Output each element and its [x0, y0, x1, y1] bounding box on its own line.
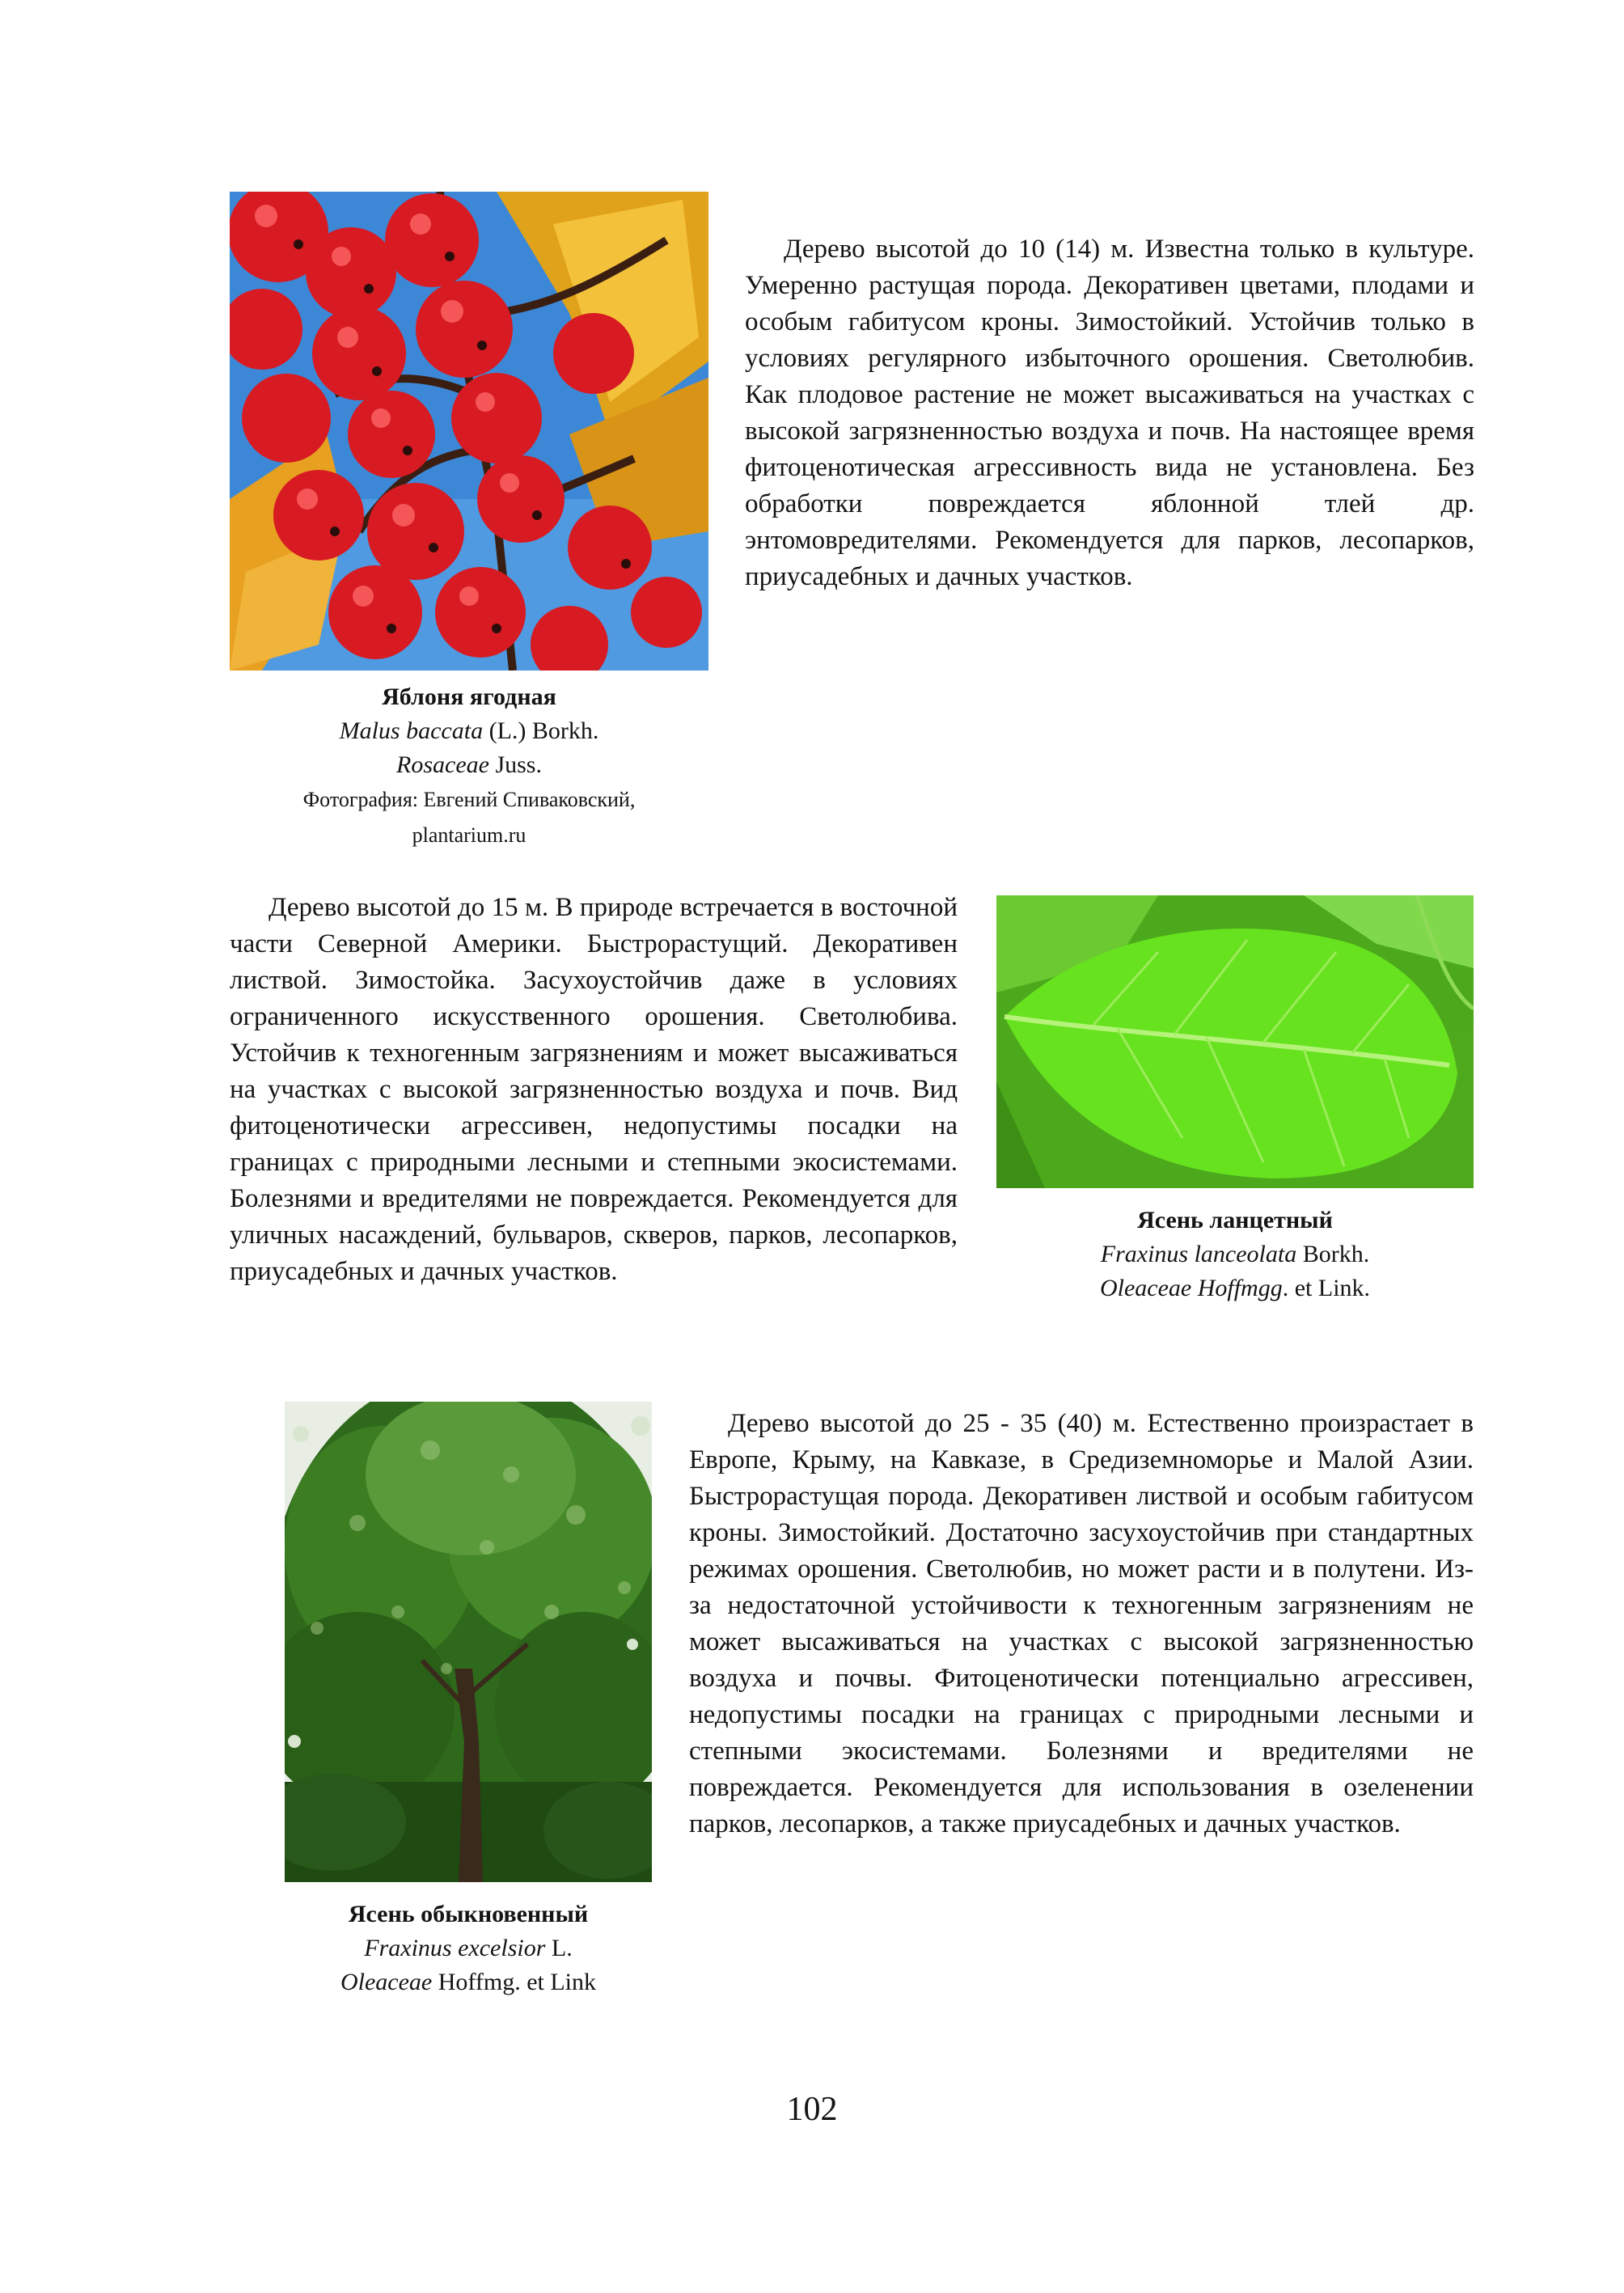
- malus-family-author: Juss.: [488, 751, 542, 778]
- berries-photo: [230, 192, 708, 671]
- fraxinus-lanceolata-description: Дерево высотой до 15 м. В природе встречается в восточной части Северной Америки. Быстрорастущий. Декоративен листвой. Зимостойка. Засухоустойчив даже в условиях ограниченного искусственного орошения. Светолюбива. Устойчив к техногенным загрязнениям и может высаживаться на участках с высокой загрязненностью воздуха и почв. Вид фитоценотически агрессивен, недопустимы посадки на границах с природными лесными и степными экосистемами. Болезнями и вредителями не повреждается. Рекомендуется для уличных насаждений, бульваров, скверов, парков, лесопарков, приусадебных и дачных участков.: [230, 893, 958, 1286]
- leaf-photo: [996, 895, 1474, 1188]
- malus-caption: [230, 680, 708, 853]
- fraxinus-lanceolata-latin-author: Borkh.: [1296, 1241, 1370, 1267]
- fraxinus-excelsior-family-author: Hoffmg. et Link: [432, 1969, 596, 1995]
- malus-family-name: Rosaceae: [396, 751, 489, 778]
- fraxinus-excelsior-common-name: Ясень обыкновенный: [348, 1901, 589, 1927]
- malus-latin-name: [230, 714, 708, 748]
- malus-family: [230, 748, 708, 782]
- fraxinus-excelsior-latin-name: [285, 1931, 652, 1965]
- fraxinus-excelsior-description: Дерево высотой до 25 - 35 (40) м. Естественно произрастает в Европе, Крыму, на Кавказе, в Средиземноморье и Малой Азии. Быстрорастущая порода. Декоративен листвой и особым габитусом кроны. Зимостойкий. Достаточно засухоустойчив при стандартных режимах орошения. Светолюбив, но может расти и в полутени. Из-за недостаточной устойчивости к техногенным загрязнениям не может высаживаться на участках с высокой загрязненностью воздуха и почвы. Фитоценотически потенциально агрессивен, недопустимы посадки на границах с природными лесными и степными экосистемами. Болезнями и вредителями не повреждается. Рекомендуется для использования в озеленении парков, лесопарков, а также приусадебных и дачных участков.: [689, 1409, 1474, 1838]
- fraxinus-excelsior-caption: [285, 1897, 652, 1999]
- malus-description: Дерево высотой до 10 (14) м. Известна только в культуре. Умеренно растущая порода. Декоративен цветами, плодами и особым габитусом кроны. Зимостойкий. Устойчив только в условиях регулярного избыточного орошения. Светолюбив. Как плодовое растение не может высаживаться на участках с высокой загрязненностью воздуха и почв. На настоящее время фитоценотическая агрессивность вида не установлена. Без обработки повреждается яблонной тлей др. энтомовредителями. Рекомендуется для парков, лесопарков, приусадебных и дачных участков.: [745, 235, 1474, 591]
- fraxinus-lanceolata-latin-name: [996, 1237, 1474, 1271]
- fraxinus-excelsior-family-name: Oleaceae: [340, 1969, 433, 1995]
- page-number: 102: [786, 2091, 838, 2128]
- fraxinus-excelsior-latin-species: Fraxinus excelsior: [364, 1935, 546, 1961]
- tree-photo: [285, 1402, 652, 1882]
- fraxinus-excelsior-family: [285, 1965, 652, 1999]
- malus-common-name: Яблоня ягодная: [382, 683, 556, 710]
- malus-latin-species: Malus baccata: [339, 717, 484, 744]
- malus-latin-author: (L.) Borkh.: [483, 717, 599, 744]
- fraxinus-lanceolata-family-name: Oleaceae Hoffmgg: [1099, 1275, 1283, 1301]
- malus-photo-credit: Фотография: Евгений Спиваковский,: [302, 788, 636, 811]
- fraxinus-lanceolata-caption: [996, 1204, 1474, 1305]
- fraxinus-lanceolata-common-name: Ясень ланцетный: [1137, 1207, 1333, 1233]
- malus-photo-source: plantarium.ru: [412, 823, 527, 847]
- fraxinus-lanceolata-latin-species: Fraxinus lanceolata: [1100, 1241, 1297, 1267]
- fraxinus-lanceolata-family-author: . et Link.: [1282, 1275, 1371, 1301]
- fraxinus-excelsior-latin-author: L.: [545, 1935, 573, 1961]
- fraxinus-lanceolata-family: [996, 1271, 1474, 1305]
